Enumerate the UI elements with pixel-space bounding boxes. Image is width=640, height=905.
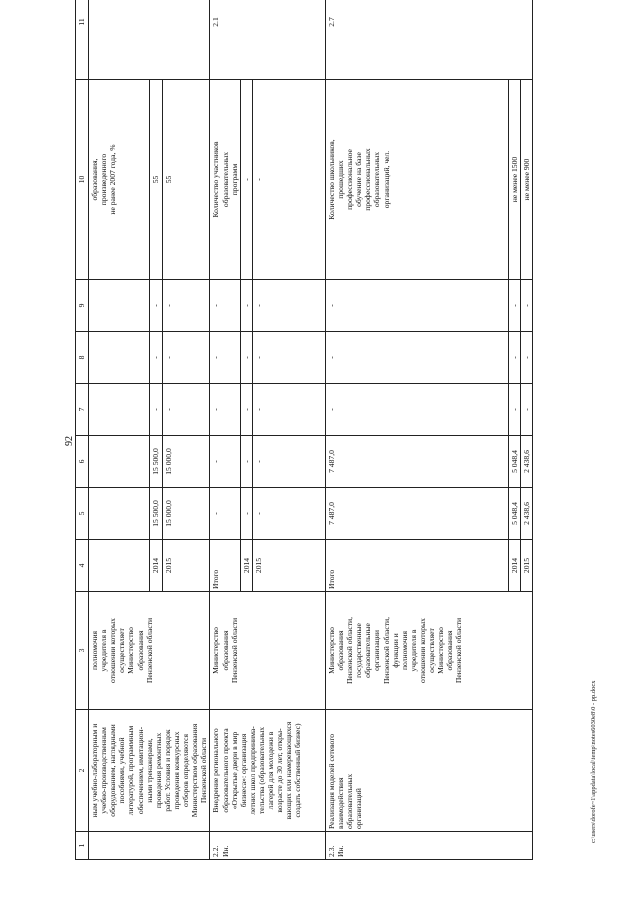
cell-c6	[89, 436, 150, 488]
year-cell: 2014	[149, 540, 162, 592]
measure-name: Внедрение регионального образовательного проекта «Открытые двери в мир бизнеса»: организация летних школ предпринима- тельства (образовательных лагерей для молодежи в возрасте до 30 лет, откры- вающих или намеревающихся создать собственный бизнес)	[210, 710, 325, 832]
cell-c5	[89, 488, 150, 540]
cell-c7	[89, 384, 150, 436]
value-cell: -	[252, 384, 325, 436]
value-cell: -	[162, 332, 209, 384]
value-cell: -	[149, 332, 162, 384]
value-cell: -	[252, 436, 325, 488]
value-cell: 2 438,6	[520, 488, 532, 540]
cell-c8: -	[325, 332, 508, 384]
cell-c9	[89, 280, 150, 332]
indicator-value: не менее 900	[520, 80, 532, 280]
col-num: 6	[76, 436, 89, 488]
indicator: Количество школьников, прошедших профессиональное обучение на базе профессиональных образовательных организаций, чел.	[325, 80, 508, 280]
year-cell: 2014	[508, 540, 520, 592]
col-num: 11	[76, 0, 89, 80]
value-cell: 15 000,0	[162, 436, 209, 488]
value-cell: -	[162, 280, 209, 332]
link-ref: 2.7	[325, 0, 532, 80]
measure-name: ным учебно-лабораторным и учебно-производственным оборудованием, наглядными пособиями, учебной литературой, программным обеспечением, имитацион- ными тренажерами, проведения ремонтных работ. Условия и порядок проведения конкурсных отборов определяются Министерством образования Пензенской области	[89, 710, 210, 832]
cell-c6: 7 487,0	[325, 436, 508, 488]
row-number: 2.3. Ин.	[325, 832, 532, 860]
value-cell: -	[240, 280, 252, 332]
value-cell: -	[520, 384, 532, 436]
value-cell: 5 048,4	[508, 488, 520, 540]
col-num: 3	[76, 592, 89, 710]
executor: Министерство образования Пензенской области, государственные образовательные организации Пензенской области, функции и полномочия учредителя в отношении которых осуществляет Министерство образования Пензенской области	[325, 592, 532, 710]
indicator-value: 55	[149, 80, 162, 280]
cell-c7: -	[210, 384, 240, 436]
cell-c9: -	[210, 280, 240, 332]
value-cell: -	[162, 384, 209, 436]
table-row	[89, 0, 150, 860]
value-cell: -	[508, 332, 520, 384]
link-ref	[89, 0, 210, 80]
col-num: 8	[76, 332, 89, 384]
value-cell: 15 000,0	[162, 488, 209, 540]
column-number-row	[76, 0, 89, 860]
executor: Министерство образования Пензенской области	[210, 592, 325, 710]
executor: полномочия учредителя в отношении которых осуществляет Министерство образования Пензенской области	[89, 592, 210, 710]
value-cell: -	[149, 384, 162, 436]
indicator-value: не менее 1500	[508, 80, 520, 280]
indicator-value: -	[240, 80, 252, 280]
cell-c5: 7 487,0	[325, 488, 508, 540]
cell-c8: -	[210, 332, 240, 384]
cell-c5: -	[210, 488, 240, 540]
value-cell: 15 500,0	[149, 488, 162, 540]
table-row	[210, 0, 240, 860]
value-cell: -	[508, 280, 520, 332]
page-number: 92	[64, 436, 75, 446]
col-num: 7	[76, 384, 89, 436]
value-cell: 2 438,6	[520, 436, 532, 488]
cell-c9: -	[325, 280, 508, 332]
col-num: 9	[76, 280, 89, 332]
value-cell: -	[240, 436, 252, 488]
cell-c8	[89, 332, 150, 384]
col-num: 2	[76, 710, 89, 832]
year-cell: 2015	[162, 540, 209, 592]
year-cell: 2014	[240, 540, 252, 592]
measure-name: Реализация моделей сетевого взаимодействия образовательных организаций	[325, 710, 532, 832]
footer-file-path: c:\users\dorofe~1\appdata\local\temp\notes6030e8\0 - pp.docx	[590, 680, 597, 843]
source-cell: Итого	[210, 540, 240, 592]
value-cell: -	[520, 332, 532, 384]
cell-c6: -	[210, 436, 240, 488]
indicator: Количество участников образовательных программ	[210, 80, 240, 280]
source-cell: Итого	[325, 540, 508, 592]
value-cell: -	[149, 280, 162, 332]
col-num: 5	[76, 488, 89, 540]
value-cell: -	[520, 280, 532, 332]
indicator: образования, произведенного не ранее 2007 года, %	[89, 80, 150, 280]
table-row	[325, 0, 508, 860]
link-ref: 2.1	[210, 0, 325, 80]
col-num: 10	[76, 80, 89, 280]
value-cell: -	[252, 488, 325, 540]
value-cell: -	[508, 384, 520, 436]
year-cell: 2015	[520, 540, 532, 592]
value-cell: -	[240, 332, 252, 384]
value-cell: 15 500,0	[149, 436, 162, 488]
indicator-value: -	[252, 80, 325, 280]
year-cell: 2015	[252, 540, 325, 592]
cell-c7: -	[325, 384, 508, 436]
rotated-table-container	[75, 17, 559, 860]
source-cell	[89, 540, 150, 592]
row-number: 2.2. Ин.	[210, 832, 325, 860]
value-cell: -	[252, 332, 325, 384]
value-cell: -	[240, 488, 252, 540]
col-num: 1	[76, 832, 89, 860]
col-num: 4	[76, 540, 89, 592]
program-table	[75, 0, 533, 860]
row-number	[89, 832, 210, 860]
value-cell: 5 048,4	[508, 436, 520, 488]
value-cell: -	[252, 280, 325, 332]
value-cell: -	[240, 384, 252, 436]
indicator-value: 55	[162, 80, 209, 280]
